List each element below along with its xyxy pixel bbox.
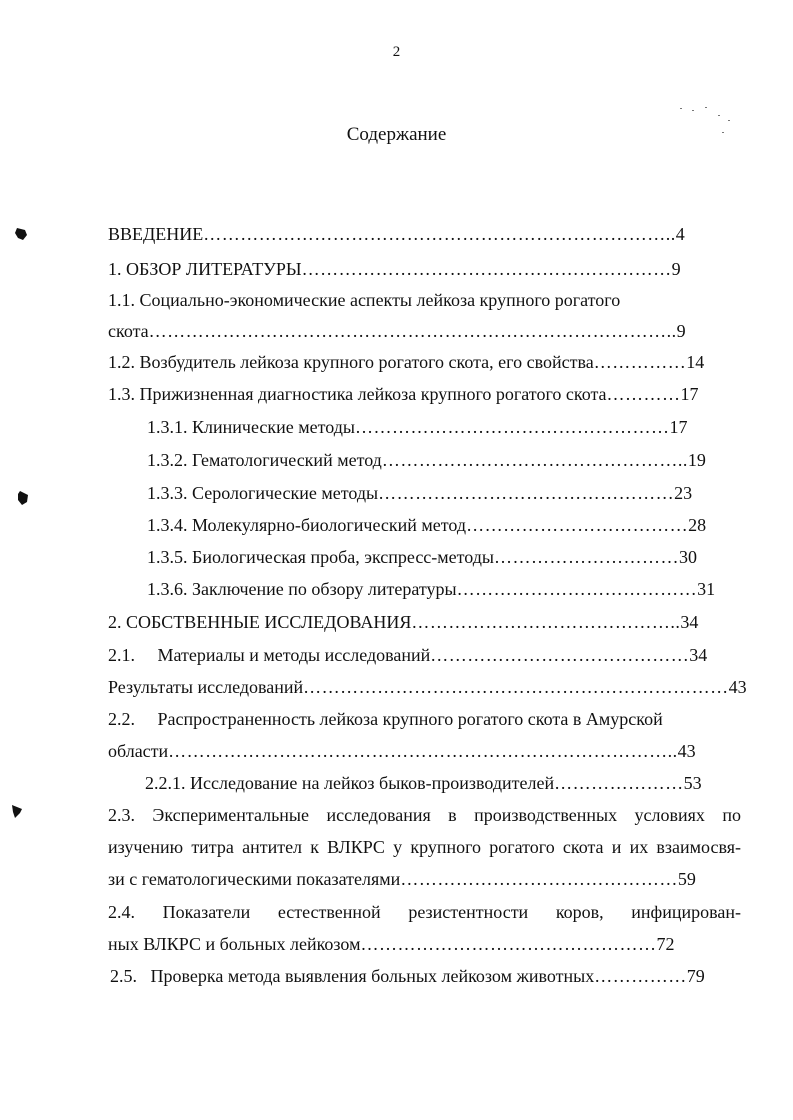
toc-entry xyxy=(108,351,741,373)
toc-entry-title: 2.4. Показатели естественной резистентности коров, инфицирован- xyxy=(108,902,741,922)
toc-entry-title: Результаты исследований xyxy=(108,677,304,697)
toc-entry-title: изучению титра антител к ВЛКРС у крупного рогатого скота и их взаимосвя- xyxy=(108,837,741,857)
toc-entry xyxy=(108,383,741,405)
toc-page-number: 34 xyxy=(689,645,708,665)
toc-page-number: 30 xyxy=(679,547,698,567)
toc-page-number: 43 xyxy=(677,741,696,761)
toc-entry xyxy=(108,740,741,762)
toc-entry-title: 2.1. Материалы и методы исследований xyxy=(108,645,431,665)
toc-leader: ……………………………………… xyxy=(400,869,678,889)
toc-entry xyxy=(108,676,747,698)
toc-leader: …………………………………………………………… xyxy=(303,677,729,697)
toc-entry xyxy=(108,708,741,730)
toc-entry xyxy=(147,514,741,536)
toc-leader: ………………………………………………………………………….. xyxy=(148,321,677,341)
toc-entry xyxy=(110,965,750,987)
toc-entry-title: 2.3. Экспериментальные исследования в производственных условиях по xyxy=(108,805,741,825)
toc-leader: ………………………………………… xyxy=(378,483,675,503)
toc-page-number: 9 xyxy=(676,321,686,341)
toc-page-number: 31 xyxy=(697,579,716,599)
toc-leader: ……………………………………………………………………….. xyxy=(168,741,678,761)
toc-entry xyxy=(108,223,733,245)
toc-leader: …………… xyxy=(594,966,687,986)
toc-entry-title: 2.5. Проверка метода выявления больных лейкозом животных xyxy=(110,966,595,986)
toc-entry xyxy=(145,772,741,794)
toc-page-number: 14 xyxy=(686,352,705,372)
toc-page-number: 17 xyxy=(669,417,688,437)
toc-entry-title: 2.2. Распространенность лейкоза крупного рогатого скота в Амурской xyxy=(108,709,663,729)
toc-entry xyxy=(108,289,741,311)
toc-entry-title: 1.3.2. Гематологический метод xyxy=(147,450,382,470)
toc-entry xyxy=(108,804,741,826)
toc-entry xyxy=(108,320,741,342)
toc-entry xyxy=(147,416,741,438)
toc-entry-title: ных ВЛКРС и больных лейкозом xyxy=(108,934,361,954)
toc-entry xyxy=(147,546,741,568)
toc-page-number: 19 xyxy=(687,450,706,470)
toc-entry-title: зи с гематологическими показателями xyxy=(108,869,401,889)
toc-leader: ………………………… xyxy=(494,547,680,567)
toc-page-number: 23 xyxy=(674,483,693,503)
toc-leader: …………………………………………… xyxy=(354,417,670,437)
toc-entry-title: ВВЕДЕНИЕ xyxy=(108,224,204,244)
toc-entry xyxy=(108,644,741,666)
toc-leader: ………… xyxy=(606,384,681,404)
toc-entry-title: области xyxy=(108,741,169,761)
toc-entry-title: 1.3.5. Биологическая проба, экспресс-методы xyxy=(147,547,495,567)
toc-page-number: 43 xyxy=(728,677,747,697)
toc-leader: ………………………………………… xyxy=(360,934,657,954)
toc-entry xyxy=(108,933,741,955)
toc-entry-title: скота xyxy=(108,321,149,341)
toc-leader: ………………………………… xyxy=(456,579,698,599)
toc-entry-title: 2. СОБСТВЕННЫЕ ИССЛЕДОВАНИЯ xyxy=(108,612,412,632)
toc-leader: ………………… xyxy=(554,773,684,793)
toc-leader: ……………………………… xyxy=(466,515,689,535)
toc-entry-title: 1. ОБЗОР ЛИТЕРАТУРЫ xyxy=(108,259,302,279)
toc-entry xyxy=(108,868,741,890)
toc-leader: ………………………………………….. xyxy=(381,450,688,470)
toc-entry-title: 1.3.1. Клинические методы xyxy=(147,417,355,437)
toc-entry xyxy=(147,482,741,504)
toc-entry xyxy=(108,836,741,858)
toc-entry xyxy=(108,901,741,923)
page-title: Содержание xyxy=(346,124,447,145)
toc-page-number: 72 xyxy=(656,934,675,954)
toc-page-number: 28 xyxy=(688,515,707,535)
toc-entry-title: 1.1. Социально-экономические аспекты лейкоза крупного рогатого xyxy=(108,290,621,310)
toc-entry xyxy=(108,611,741,633)
toc-entry-title: 1.3.4. Молекулярно-биологический метод xyxy=(147,515,467,535)
toc-entry-title: 2.2.1. Исследование на лейкоз быков-производителей xyxy=(145,773,555,793)
toc-page-number: 34 xyxy=(680,612,699,632)
toc-page-number: 17 xyxy=(680,384,699,404)
toc-entry-title: 1.3. Прижизненная диагностика лейкоза крупного рогатого скота xyxy=(108,384,607,404)
toc-page-number: 53 xyxy=(683,773,702,793)
toc-entry-title: 1.2. Возбудитель лейкоза крупного рогатого скота, его свойства xyxy=(108,352,594,372)
toc-entry xyxy=(147,578,741,600)
page-number: 2 xyxy=(392,44,401,60)
toc-page-number: 4 xyxy=(675,224,685,244)
toc-page-number: 9 xyxy=(671,259,681,279)
toc-leader: …………………………………….. xyxy=(411,612,681,632)
toc-leader: ………………………………………………………………….. xyxy=(203,224,676,244)
toc-leader: …………………………………………………… xyxy=(301,259,672,279)
toc-entry xyxy=(147,449,741,471)
toc-page-number: 79 xyxy=(686,966,705,986)
toc-leader: …………… xyxy=(593,352,687,372)
toc-entry-title: 1.3.6. Заключение по обзору литературы xyxy=(147,579,457,599)
toc-leader: …………………………………… xyxy=(430,645,690,665)
toc-page-number: 59 xyxy=(677,869,696,889)
toc-entry xyxy=(108,258,741,280)
toc-entry-title: 1.3.3. Серологические методы xyxy=(147,483,379,503)
